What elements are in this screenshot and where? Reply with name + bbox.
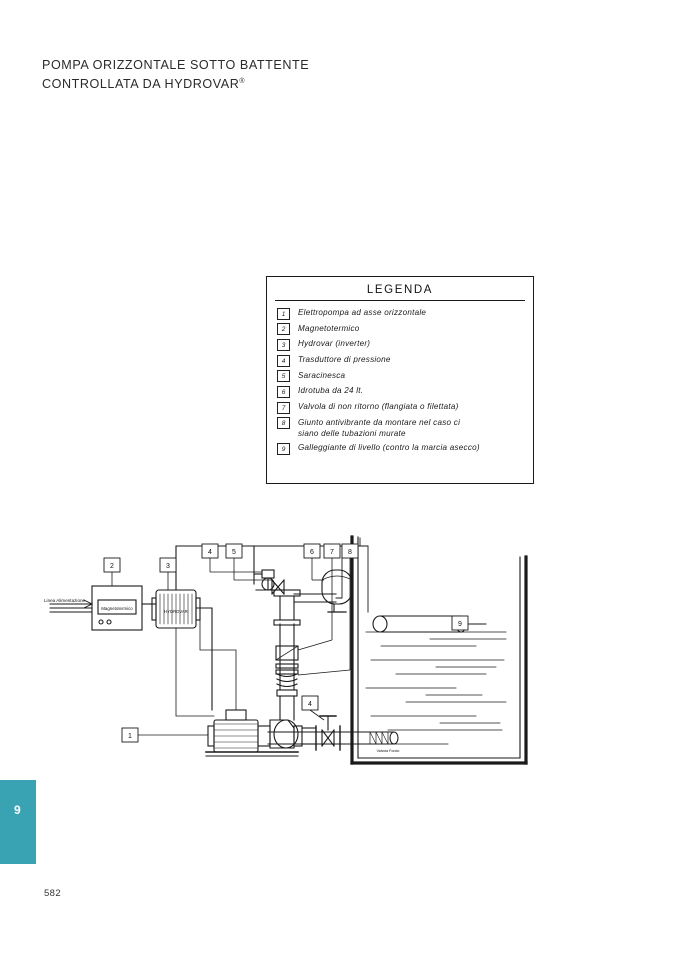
legend-box: [266, 276, 534, 484]
chapter-tab: [0, 780, 36, 864]
page-title-line-2-text: CONTROLLATA DA HYDROVAR: [42, 76, 240, 91]
chapter-tab-number: 9: [14, 803, 21, 817]
legend-item-number: 7: [277, 402, 290, 414]
legend-item-number: 5: [277, 370, 290, 382]
legend-item-number: 9: [277, 443, 290, 455]
foot-valve-note: Valvola Fondo: [376, 749, 400, 753]
page-title-line-2: [42, 74, 562, 93]
legend-item: [277, 307, 523, 320]
legend-item-number: 2: [277, 323, 290, 335]
legend-item: [277, 370, 523, 383]
legend-list: [267, 307, 533, 455]
legend-item-text: Saracinesca: [298, 370, 346, 380]
callout-9-label: 9: [458, 621, 462, 628]
legend-item: [277, 417, 523, 439]
legend-item-text: Elettropompa ad asse orizzontale: [298, 308, 427, 317]
callout-8-label: 8: [348, 549, 352, 556]
supply-line-label: Linea Alimentazione: [44, 598, 86, 603]
callout-1-label: 1: [128, 733, 132, 740]
legend-item-number: 1: [277, 308, 290, 320]
legend-item: [277, 385, 523, 398]
legend-item: [277, 442, 523, 455]
legend-item-number: 3: [277, 339, 290, 351]
trademark-symbol: ®: [239, 77, 246, 85]
callout-6-label: 6: [310, 549, 314, 556]
page-title-line-1: POMPA ORIZZONTALE SOTTO BATTENTE: [42, 58, 310, 72]
legend-item-text: Galleggiante di livello (contro la marcia asecco): [298, 443, 480, 453]
page-title: [42, 58, 562, 92]
legend-item-text: Idrotuba da 24 lt.: [298, 386, 364, 396]
legend-item-text: Valvola di non ritorno (flangiata o filettata): [298, 402, 459, 412]
callout-4-upper-label: 4: [208, 549, 212, 556]
breaker-label: Magnetotermico: [101, 606, 133, 611]
legend-divider: [275, 300, 525, 301]
installation-schematic: [36, 520, 642, 790]
callout-2-label: 2: [110, 563, 114, 570]
legend-item: [277, 401, 523, 414]
legend-item-text: Magnetotermico: [298, 323, 360, 333]
inverter-label: HYDROVAR: [164, 609, 188, 614]
legend-item: [277, 323, 523, 336]
legend-heading: LEGENDA: [366, 284, 434, 296]
legend-item-text: Trasduttore di pressione: [298, 355, 391, 365]
legend-item-number: 4: [277, 355, 290, 367]
legend-item-text: Hydrovar (inverter): [298, 339, 371, 349]
page-number: 582: [44, 888, 62, 899]
callout-7-label: 7: [330, 549, 334, 556]
legend-item-text-line-2: siano delle tubazioni murate: [298, 429, 406, 439]
legend-item: [277, 338, 523, 351]
legend-item-number: 8: [277, 417, 290, 429]
callout-4-lower-label: 4: [308, 701, 312, 708]
legend-item-text-line-1: Giunto antivibrante da montare nel caso ci: [298, 417, 461, 427]
legend-item-number: 6: [277, 386, 290, 398]
callout-3-label: 3: [166, 563, 170, 570]
legend-item: [277, 354, 523, 367]
callout-5-label: 5: [232, 549, 236, 556]
legend-item-text: [298, 417, 460, 439]
